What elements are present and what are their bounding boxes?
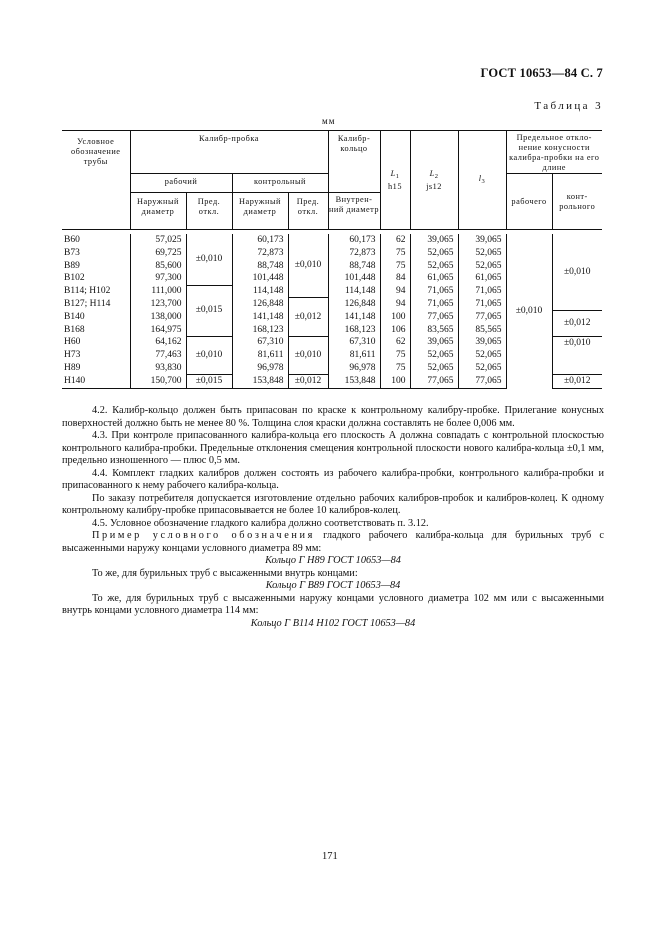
example-designation-1: Кольцо Г Н89 ГОСТ 10653—84 (265, 555, 401, 566)
row-work-d: 77,463 (130, 349, 186, 362)
row-l3: 52,065 (458, 362, 506, 375)
row-l3: 85,565 (458, 324, 506, 337)
row-l2: 77,065 (410, 311, 458, 324)
header-plug: Калибр-пробка (130, 131, 328, 174)
row-ring-d: 126,848 (328, 298, 380, 311)
header-work-dev: Пред. откл. (186, 193, 232, 230)
row-name: В73 (62, 247, 130, 260)
row-l3: 39,065 (458, 336, 506, 349)
row-ctrl-d: 96,978 (232, 362, 288, 375)
row-ring-d: 81,611 (328, 349, 380, 362)
header-l2: $L_2$ js12 (410, 131, 458, 230)
row-name: Н89 (62, 362, 130, 375)
row-ctrl-d: 141,148 (232, 311, 288, 324)
row-name: В102 (62, 272, 130, 285)
row-ctrl-d: 153,848 (232, 375, 288, 389)
row-work-d: 64,162 (130, 336, 186, 349)
row-l2: 71,065 (410, 298, 458, 311)
ctrl-tol-c: ±0,010 (288, 336, 328, 374)
row-work-d: 57,025 (130, 234, 186, 247)
row-l1: 94 (380, 298, 410, 311)
row-ctrl-d: 67,310 (232, 336, 288, 349)
taper-ctrl-tol-a: ±0,010 (563, 266, 591, 277)
calibers-table (62, 130, 602, 389)
row-ctrl-d: 168,123 (232, 324, 288, 337)
row-ring-d: 96,978 (328, 362, 380, 375)
row-ring-d: 114,148 (328, 285, 380, 298)
row-l2: 39,065 (410, 336, 458, 349)
header-inner-d: Внутрен- ний диаметр (328, 193, 380, 230)
row-ctrl-d: 88,748 (232, 260, 288, 273)
row-l2: 52,065 (410, 247, 458, 260)
row-work-d: 150,700 (130, 375, 186, 389)
example-designation-2: Кольцо Г В89 ГОСТ 10653—84 (265, 580, 401, 591)
header-working: рабочий (130, 174, 232, 193)
row-work-d: 69,725 (130, 247, 186, 260)
paragraph-4-2: 4.2. Калибр-кольцо должен быть припасован по краске к контрольному калибру-пробке. Прилегание конусных поверхностей должно быть не менее 80 %. Толщина слоя краски должна составлять не более 0,006 мм. (62, 405, 604, 429)
row-ring-d: 60,173 (328, 234, 380, 247)
row-l2: 61,065 (410, 272, 458, 285)
taper-ctrl-tol-c: ±0,010 (552, 336, 602, 374)
header-l1: $L_1$ h15 (380, 131, 410, 230)
row-l2: 71,065 (410, 285, 458, 298)
header-control: контрольный (232, 174, 328, 193)
paragraph-4-5: 4.5. Условное обозначение гладкого калибра должно соответствовать п. 3.12. (92, 517, 429, 529)
paragraph-example (62, 530, 604, 555)
row-l1: 62 (380, 336, 410, 349)
row-l3: 71,065 (458, 298, 506, 311)
ctrl-tol-a: ±0,010 (288, 234, 328, 298)
row-ctrl-d: 72,873 (232, 247, 288, 260)
row-l2: 39,065 (410, 234, 458, 247)
row-name: В127; Н114 (62, 298, 130, 311)
example-text: гладкого рабочего калибра-кольца для бурильных труб с высаженными наружу концами условного диаметра 89 мм: (62, 530, 604, 554)
row-work-d: 111,000 (130, 285, 186, 298)
row-l1: 75 (380, 247, 410, 260)
row-ring-d: 101,448 (328, 272, 380, 285)
row-ring-d: 153,848 (328, 375, 380, 389)
row-name: В140 (62, 311, 130, 324)
header-work-outer-d: Наружный диаметр (130, 193, 186, 230)
ctrl-tol-d: ±0,012 (288, 375, 328, 389)
row-l3: 39,065 (458, 234, 506, 247)
row-ctrl-d: 114,148 (232, 285, 288, 298)
paragraph-order: По заказу потребителя допускается изготовление отдельно рабочих калибров-пробок и калибров-колец. К одному контрольному калибру-пробке припасовывается не более 10 калибров-колец. (62, 492, 604, 516)
row-work-d: 85,600 (130, 260, 186, 273)
row-work-d: 138,000 (130, 311, 186, 324)
page-header: ГОСТ 10653—84 С. 7 (480, 66, 603, 80)
row-l1: 100 (380, 375, 410, 389)
row-name: В89 (62, 260, 130, 273)
taper-ctrl-tol-d: ±0,012 (552, 375, 602, 389)
paragraph-same-inward: То же, для бурильных труб с высаженными внутрь концами: (92, 567, 358, 579)
row-ctrl-d: 81,611 (232, 349, 288, 362)
row-ring-d: 67,310 (328, 336, 380, 349)
header-taper-working: рабочего (506, 174, 552, 230)
table-label: Таблица 3 (534, 100, 603, 112)
row-l3: 52,065 (458, 349, 506, 362)
row-l2: 52,065 (410, 349, 458, 362)
row-ring-d: 88,748 (328, 260, 380, 273)
work-tol-c: ±0,010 (186, 336, 232, 374)
row-l1: 106 (380, 324, 410, 337)
row-name: В168 (62, 324, 130, 337)
row-l1: 75 (380, 260, 410, 273)
header-ctrl-dev: Пред. откл. (288, 193, 328, 230)
work-tol-b: ±0,015 (186, 285, 232, 336)
page-number: 171 (322, 851, 338, 862)
row-l1: 75 (380, 362, 410, 375)
row-ring-d: 141,148 (328, 311, 380, 324)
taper-working-tol: ±0,010 (506, 234, 552, 389)
row-l3: 71,065 (458, 285, 506, 298)
row-l3: 77,065 (458, 311, 506, 324)
row-name: Н60 (62, 336, 130, 349)
taper-ctrl-tol-b: ±0,012 (552, 311, 602, 337)
row-l2: 77,065 (410, 375, 458, 389)
row-l1: 62 (380, 234, 410, 247)
ctrl-tol-b: ±0,012 (288, 298, 328, 336)
row-l3: 52,065 (458, 260, 506, 273)
row-ctrl-d: 126,848 (232, 298, 288, 311)
table-unit: мм (322, 116, 336, 126)
row-l3: 77,065 (458, 375, 506, 389)
row-l1: 100 (380, 311, 410, 324)
example-designation-3: Кольцо Г В114 Н102 ГОСТ 10653—84 (250, 617, 416, 629)
paragraph-4-4: 4.4. Комплект гладких калибров должен состоять из рабочего калибра-пробки, контрольного калибра-пробки и припасованного к нему рабочего калибра-кольца. (62, 467, 604, 491)
work-tol-a: ±0,010 (186, 234, 232, 285)
row-ctrl-d: 60,173 (232, 234, 288, 247)
row-l1: 84 (380, 272, 410, 285)
row-name: Н73 (62, 349, 130, 362)
header-designation: Условное обозначение трубы (62, 131, 130, 230)
row-ring-d: 168,123 (328, 324, 380, 337)
row-l3: 61,065 (458, 272, 506, 285)
header-l3: $l_3$ (458, 131, 506, 230)
row-l2: 83,565 (410, 324, 458, 337)
row-name: В114; Н102 (62, 285, 130, 298)
row-work-d: 123,700 (130, 298, 186, 311)
header-taper-control: конт- рольного (552, 174, 602, 230)
body-text (62, 405, 604, 630)
example-heading: Пример условного обозначения (92, 530, 315, 541)
row-l3: 52,065 (458, 247, 506, 260)
work-tol-d: ±0,015 (186, 375, 232, 389)
row-l1: 75 (380, 349, 410, 362)
paragraph-4-3: 4.3. При контроле припасованного калибра-кольца его плоскость А должна совпадать с контрольной плоскостью контрольного калибра-пробки. Предельные отклонения смещения контрольной плоскости нового калибра-кольца ±0,1 мм, предельно изношенного — плюс 0,5 мм. (62, 430, 604, 466)
row-name: Н140 (62, 375, 130, 389)
row-ring-d: 72,873 (328, 247, 380, 260)
row-l2: 52,065 (410, 260, 458, 273)
header-ctrl-outer-d: Наружный диаметр (232, 193, 288, 230)
header-taper: Предельное откло- нение конусности калибра-пробки на его длине (506, 131, 602, 174)
header-ring: Калибр-кольцо (328, 131, 380, 193)
row-work-d: 93,830 (130, 362, 186, 375)
paragraph-same-both: То же, для бурильных труб с высаженными наружу концами условного диаметра 102 мм или с высаженными внутрь концами условного диаметра 114 мм: (62, 592, 604, 616)
row-ctrl-d: 101,448 (232, 272, 288, 285)
row-l1: 94 (380, 285, 410, 298)
row-work-d: 164,975 (130, 324, 186, 337)
row-work-d: 97,300 (130, 272, 186, 285)
row-name: В60 (62, 234, 130, 247)
row-l2: 52,065 (410, 362, 458, 375)
